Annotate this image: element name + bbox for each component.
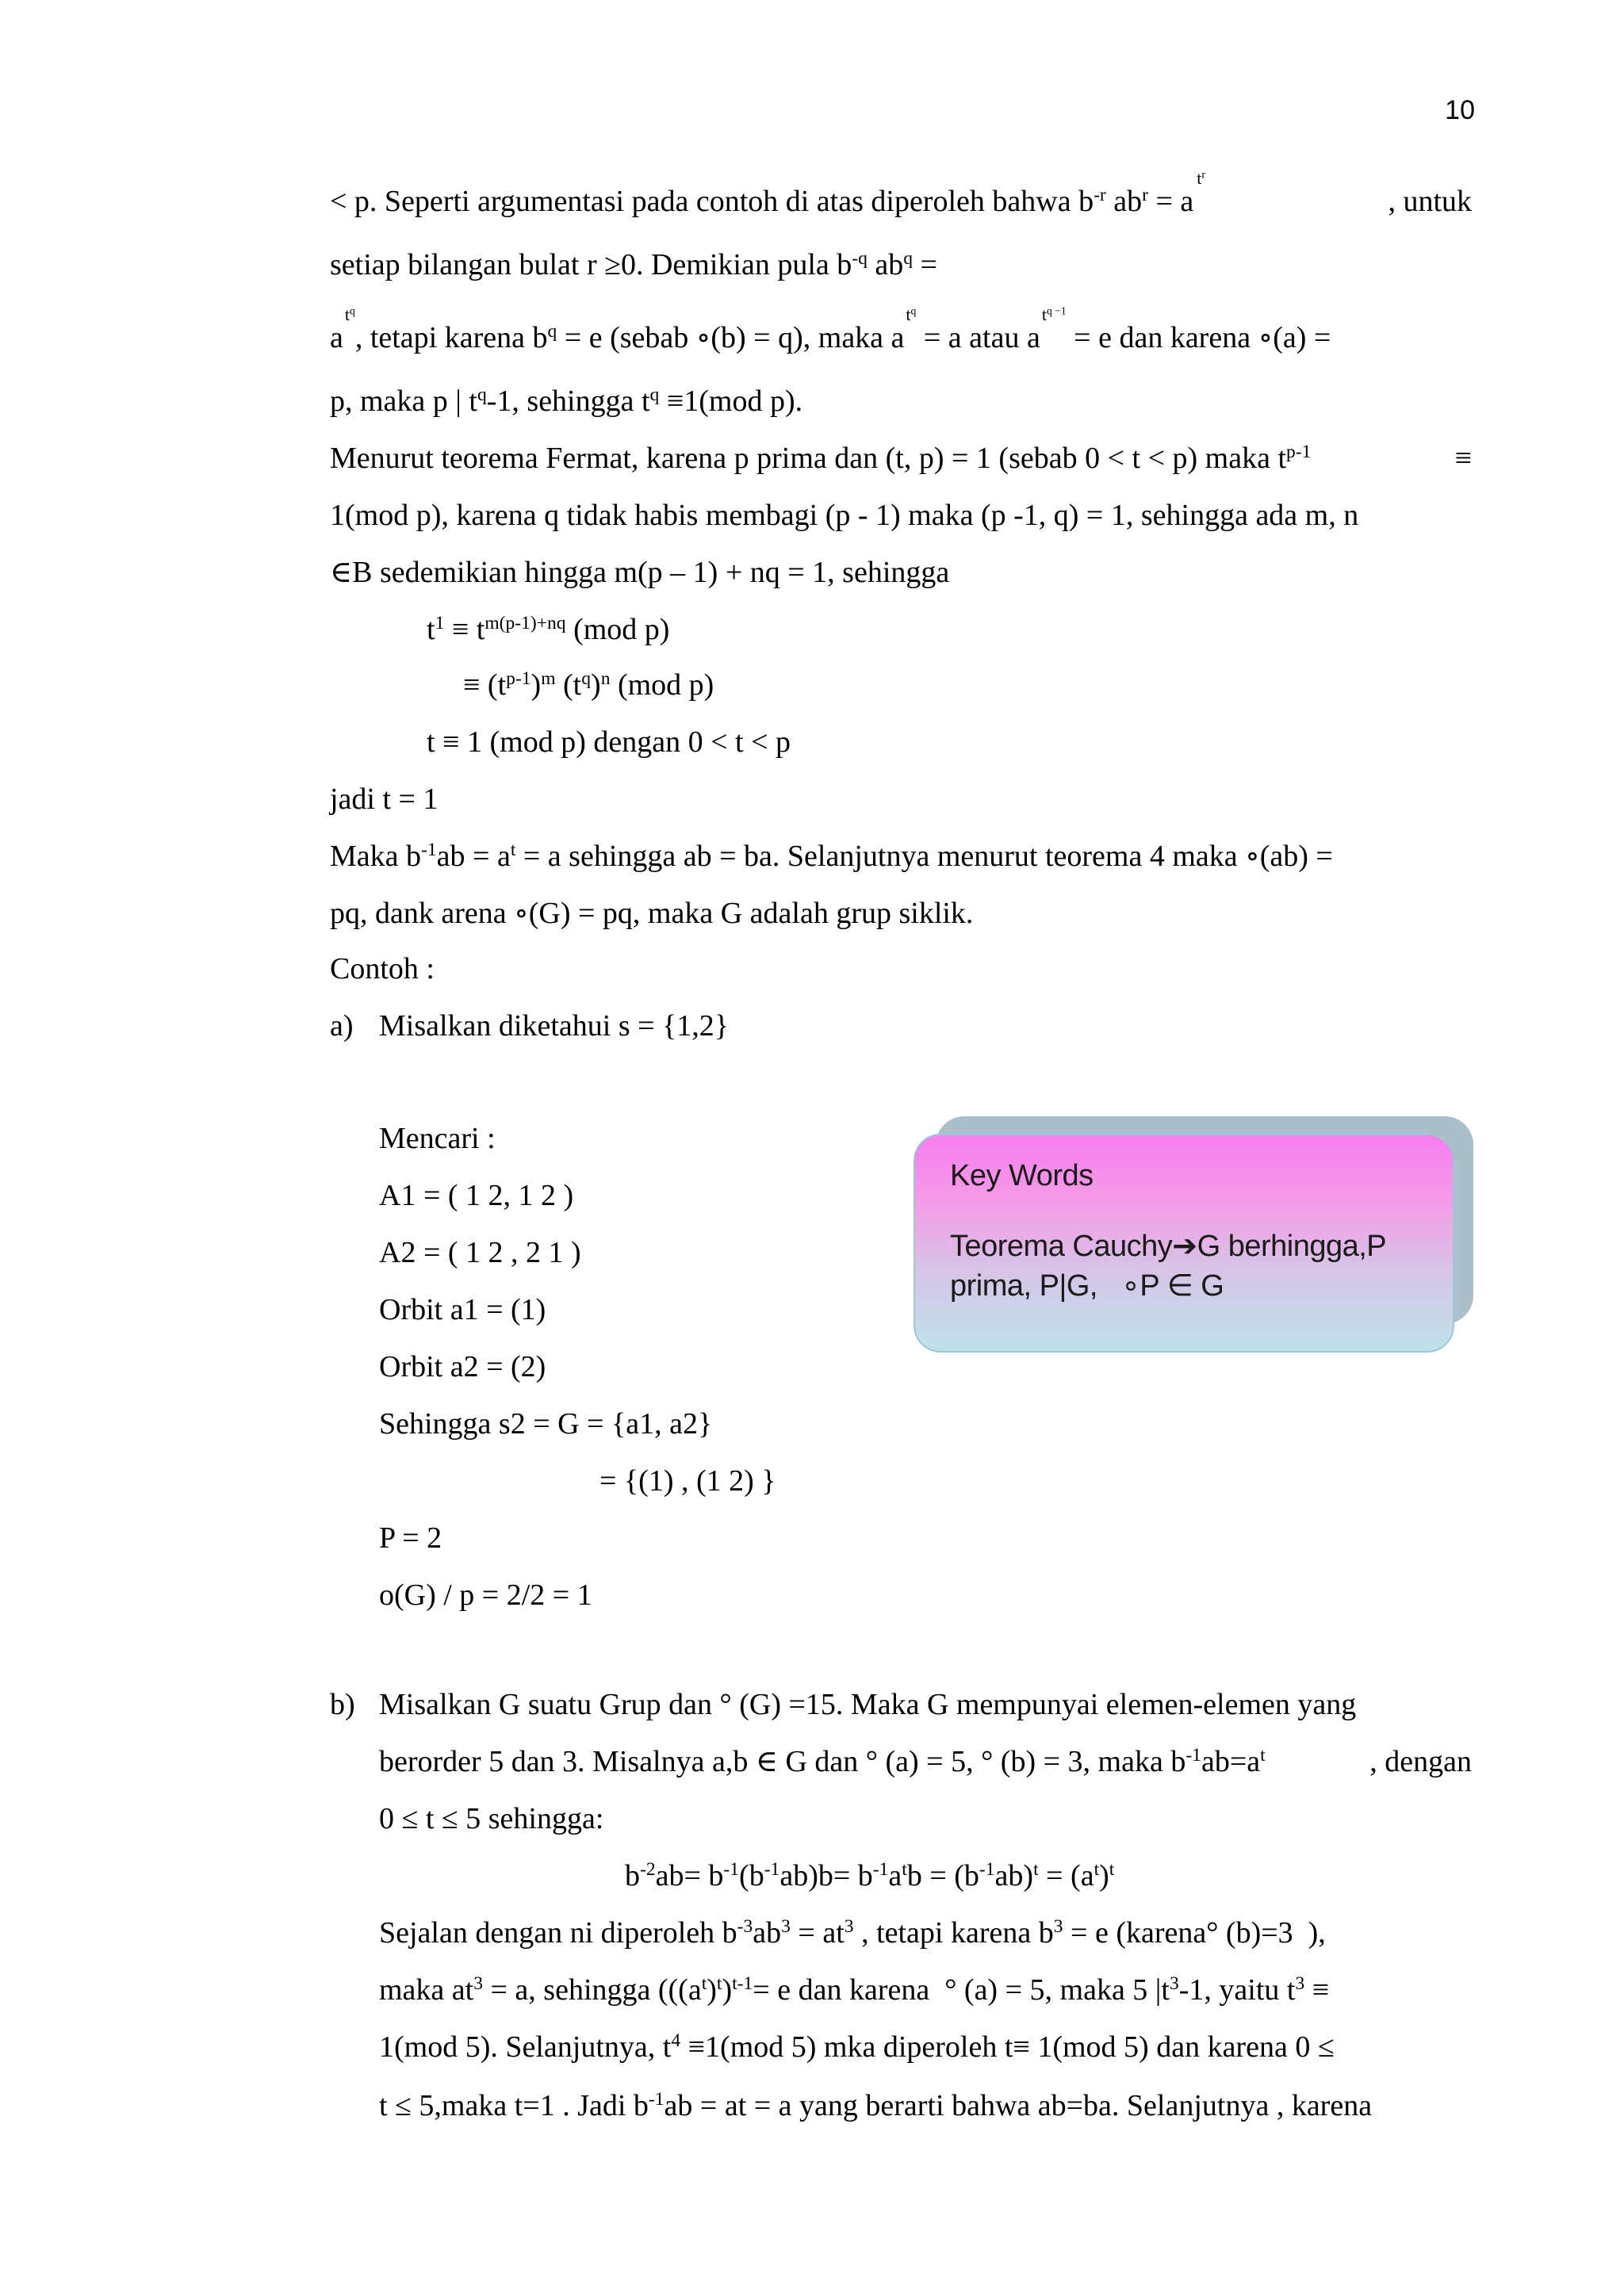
contoh-a-label: a) [330,1009,354,1043]
equation-2: ≡ $(t^{p-1})^m$ $(t^q)^n$ (mod p) [463,668,714,702]
contoh-mencari: Mencari : [379,1122,496,1155]
contoh-set: = {(1) , (1 2) } [599,1464,776,1498]
keywords-line2: prima, P|G, ∘P ∈ G [950,1269,1224,1303]
para2-line3: ∈B sedemikian hingga m(p – 1) + nq = 1, sehingga [330,556,950,589]
para1-line2: setiap bilangan bulat r ≥0. Demikian pula $b^{-q}$ $ab^q$ = [330,248,937,281]
para1-line3: $a^{t^q}$, tetapi karena $b^q = e$ (sebab ∘(b) = q), maka $a^{t^q} = a$ atau $a^{t^{q -1}} = e$ dan karena ∘(a) = [330,304,1331,354]
para1-line4: p, maka p | $t^q-1$, sehingga $t^q \equiv 1(mod$ p). [330,385,803,418]
part-b-line3: 0 ≤ t ≤ 5 sehingga: [379,1802,604,1835]
part-b-line1: Misalkan G suatu Grup dan ° (G) =15. Maka G mempunyai elemen-elemen yang [379,1688,1357,1721]
contoh-heading: Contoh : [330,952,435,985]
conclusion-line1: Maka $b^{-1}ab = a^t = a$ sehingga ab = ba. Selanjutnya menurut teorema 4 maka ∘(ab) = [330,840,1333,873]
arrow-right-icon: ➔ [1172,1230,1197,1263]
part-b-line5: maka $at^3 = a$, sehingga ($((a^t)^t)^{t-1}= e$ dan karena ° (a) = 5, maka 5 $|t^3-1$, yaitu $t^3$ ≡ [379,1973,1330,2007]
equation-3: t ≡ 1 (mod p) dengan 0 < t < p [427,725,791,759]
equation-1: $t^1 \equiv t^{m(p-1)+nq}$ (mod p) [427,613,670,646]
part-b-line2: berorder 5 dan 3. Misalnya a,b ∈ G dan ° (a) = 5, ° (b) = 3, maka $b^{-1}ab=a^t$ , dengan [379,1745,1472,1778]
keywords-box [914,1134,1454,1353]
contoh-a2: A2 = ( 1 2 , 2 1 ) [379,1236,581,1269]
contoh-p: P = 2 [379,1521,442,1555]
conclusion-line2: pq, dank arena ∘(G) = pq, maka G adalah grup siklik. [330,897,974,930]
part-b-line6: 1(mod 5). Selanjutnya, $t^4 \equiv 1(mod$ 5) mka diperoleh t≡ 1(mod 5) dan karena 0 ≤ [379,2030,1335,2064]
contoh-order-ratio: o(G) / p = 2/2 = 1 [379,1578,592,1612]
para2-line1: Menurut teorema Fermat, karena p prima dan (t, p) = 1 (sebab 0 < t < p) maka $t^{p-1}$ ≡ [330,442,1472,475]
contoh-a1: A1 = ( 1 2, 1 2 ) [379,1179,574,1212]
contoh-orbit-a1: Orbit a1 = (1) [379,1293,546,1326]
part-b-equation: $b^{-2}ab= b^{-1}(b^{-1}ab)b= b^{-1}a^tb = (b^{-1}ab)^t = (a^t)^t$ [625,1859,1115,1892]
contoh-orbit-a2: Orbit a2 = (2) [379,1350,546,1383]
contoh-sehingga: Sehingga s2 = G = {a1, a2} [379,1407,713,1441]
part-b-label: b) [330,1688,355,1721]
keywords-line1: Teorema Cauchy➔G berhingga,P [950,1230,1387,1263]
keywords-body [950,1226,1418,1306]
para1-line1: < p. Seperti argumentasi pada contoh di atas diperoleh bahwa $b^{-r}$ $ab^r = a^{t^r}$ , untuk [330,168,1472,218]
part-b-line7: t ≤ 5,maka t=1 . Jadi $b^{-1}ab$ = at = a yang berarti bahwa ab=ba. Selanjutnya , karena [379,2089,1373,2122]
keywords-title: Key Words [950,1159,1094,1192]
conclusion-jadi: jadi t = 1 [330,783,439,816]
page-number: 10 [1445,95,1475,125]
part-b-line4: Sejalan dengan ni diperoleh $b^{-3}ab^3 = at^3$ , tetapi karena $b^3 = e$ (karena° (b)=3 ), [379,1916,1326,1950]
para2-line2: 1(mod p), karena q tidak habis membagi (p - 1) maka (p -1, q) = 1, sehingga ada m, n [330,499,1359,532]
contoh-a-text: Misalkan diketahui s = {1,2} [379,1009,730,1043]
